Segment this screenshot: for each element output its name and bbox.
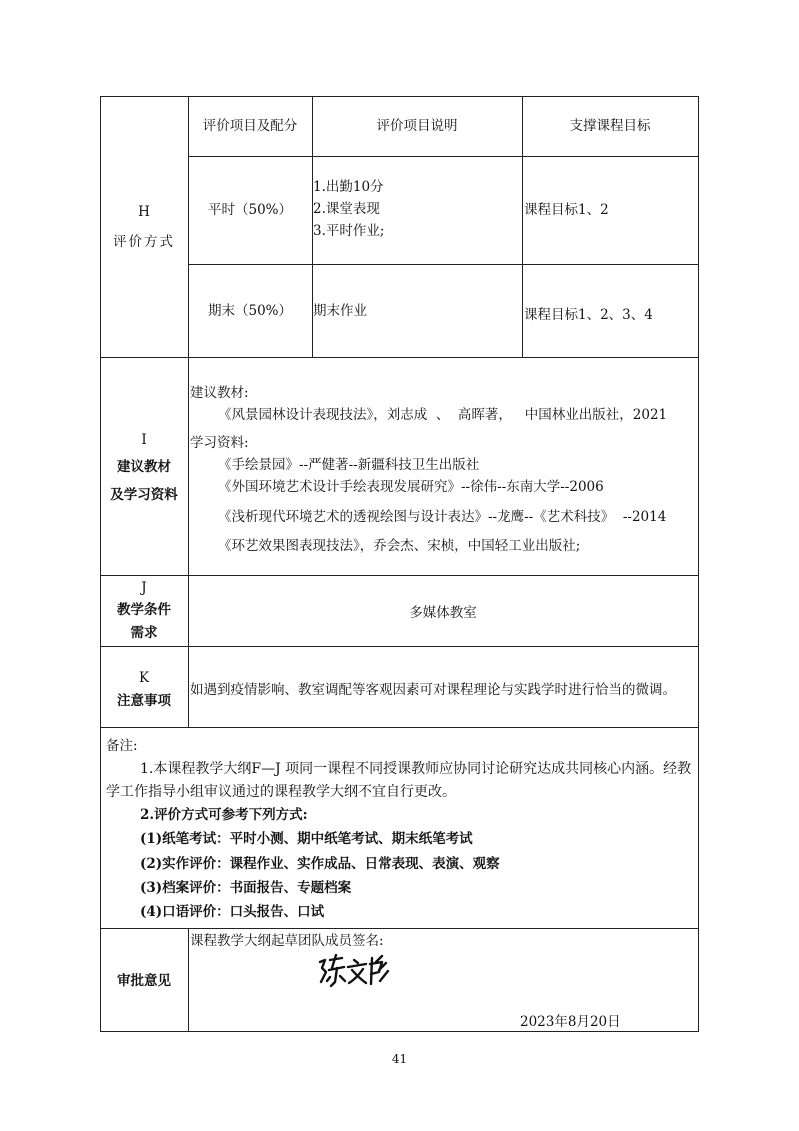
eval-bottom-border: [100, 357, 699, 358]
table-right-border: [698, 96, 699, 1032]
eval-header-goal: 支撑课程目标: [569, 118, 651, 134]
handwritten-signature: [316, 952, 392, 992]
eval-row1-desc-3: 3.平时作业;: [313, 223, 385, 239]
textbook-heading: 建议教材:: [190, 385, 249, 401]
remarks-item-3: (3)档案评价：书面报告、专题档案: [140, 880, 352, 896]
eval-row1-desc-1: 1.出勤10分: [313, 179, 384, 195]
materials-section-title-2: 及学习资料: [110, 487, 178, 503]
eval-row2-desc: 期末作业: [313, 303, 367, 319]
remarks-heading: 备注:: [106, 738, 138, 754]
eval-col-divider-2: [522, 96, 523, 358]
eval-row-divider: [188, 264, 699, 265]
eval-row1-item: 平时（50%）: [207, 202, 292, 218]
ref-entry-3: 《浅析现代环境艺术的透视绘图与设计表达》--龙鹰--《艺术科技》 --2014: [218, 509, 667, 525]
conditions-section-title-2: 需求: [130, 625, 158, 641]
eval-header-divider: [188, 156, 699, 157]
ref-entry-4: 《环艺效果图表现技法》，乔会杰、宋桢，中国轻工业出版社;: [218, 538, 581, 554]
approval-section-title: 审批意见: [117, 973, 171, 989]
page-number: 41: [391, 1052, 408, 1066]
remarks-item-2: (2)实作评价：课程作业、实作成品、日常表现、表演、观察: [140, 856, 500, 872]
conditions-section-letter: J: [141, 580, 147, 596]
textbook-entry: 《风景园林设计表现技法》，刘志成 、 高晖著， 中国林业出版社，2021: [218, 407, 668, 423]
remarks-item-4: (4)口语评价：口头报告、口试: [140, 904, 325, 920]
notes-bottom-border: [100, 727, 699, 728]
signature-label: 课程教学大纲起草团队成员签名:: [190, 933, 384, 949]
eval-section-title: 评价方式: [113, 234, 175, 250]
table-bottom-border: [100, 1031, 699, 1032]
eval-row2-goal: 课程目标1、2、3、4: [524, 307, 653, 323]
eval-section-letter: H: [138, 204, 150, 220]
eval-row2-item: 期末（50%）: [207, 303, 292, 319]
conditions-content: 多媒体教室: [409, 605, 477, 621]
conditions-bottom-border: [100, 646, 699, 647]
materials-section-letter: I: [141, 432, 147, 448]
materials-section-title-1: 建议教材: [117, 459, 171, 475]
conditions-section-title-1: 教学条件: [117, 602, 171, 618]
table-top-border: [100, 96, 699, 97]
eval-row1-goal: 课程目标1、2: [524, 202, 609, 218]
eval-row1-desc-2: 2.课堂表现: [313, 201, 380, 217]
remarks-item-1: (1)纸笔考试：平时小测、期中纸笔考试、期末纸笔考试: [140, 831, 473, 847]
refs-heading: 学习资料:: [190, 435, 249, 451]
ref-entry-1: 《手绘景园》--严健著--新疆科技卫生出版社: [218, 457, 480, 473]
notes-section-title: 注意事项: [117, 693, 171, 709]
eval-header-desc: 评价项目说明: [376, 118, 458, 134]
eval-header-item: 评价项目及配分: [202, 118, 298, 134]
notes-section-letter: K: [138, 670, 150, 686]
notes-content: 如遇到疫情影响、教室调配等客观因素可对课程理论与实践学时进行恰当的微调。: [190, 682, 676, 698]
ref-entry-2: 《外国环境艺术设计手绘表现发展研究》--徐伟--东南大学--2006: [218, 479, 604, 495]
approval-date: 2023年8月20日: [520, 1014, 621, 1030]
remarks-line-1: 1.本课程教学大纲F—J 项同一课程不同授课教师应协同讨论研究达成共同核心内涵。经教: [140, 761, 692, 777]
label-col-divider-a: [188, 96, 189, 647]
remarks-line-3: 2.评价方式可参考下列方式:: [140, 807, 308, 823]
label-col-divider-b: [188, 646, 189, 728]
materials-bottom-border: [100, 575, 699, 576]
label-col-divider-c: [188, 928, 189, 1032]
remarks-line-2: 学工作指导小组审议通过的课程教学大纲不宜自行更改。: [106, 784, 456, 800]
remarks-bottom-border: [100, 928, 699, 929]
